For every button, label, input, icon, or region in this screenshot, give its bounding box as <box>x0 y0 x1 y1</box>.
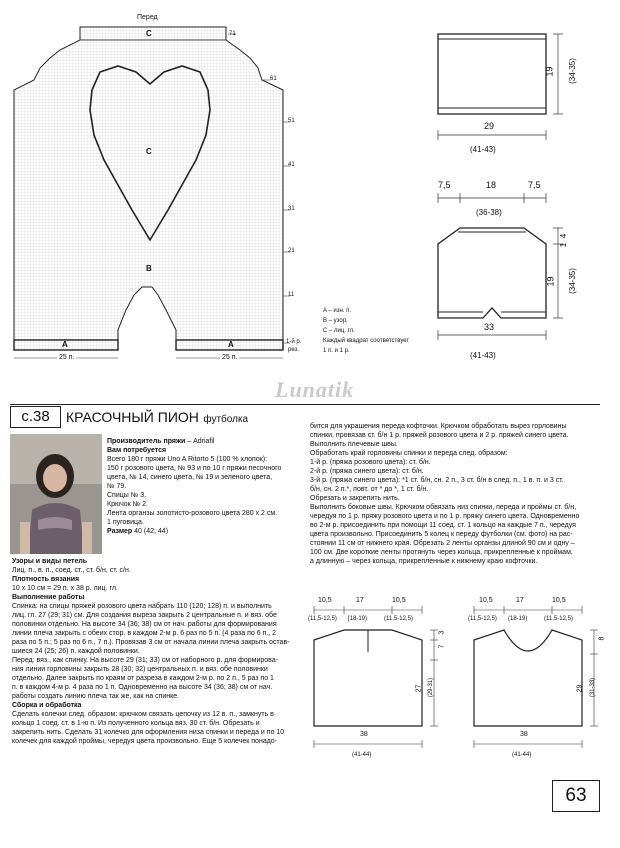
producer-value: – Adriafil <box>185 438 215 445</box>
work-line: работы создать линию плеча так же, как на спинке. <box>12 693 180 700</box>
work-line: отдельно. Далее закрыть по краям от разреза в каждом 2-м р. по 2 п., 5 раз по 1 <box>12 675 274 682</box>
chart-legend <box>323 308 409 355</box>
back-top-part: 10,5 <box>392 597 406 604</box>
need-line: 1 пуговица. <box>107 519 144 526</box>
text-line: Обработать край горловины спинки и переда след. образом: <box>310 450 508 457</box>
assembly-line: колечек для каждой проймы, чередуя цвета произвольно. Еще 5 колечек понадо- <box>12 738 278 745</box>
text-line: Выполнить боковые швы. Крючком обвязать низ спинки, переда и проймы ст. б/н, <box>310 504 577 511</box>
front-height: 29 <box>576 684 584 693</box>
row-number: 51 <box>288 118 295 124</box>
front-bottom-alt: (41-44) <box>512 752 532 758</box>
need-line: Крючок № 2. <box>107 501 148 508</box>
work-line: ния линии горловины закрыть 28 (30; 32) центральных п. и вяз. обе половинки <box>12 666 268 673</box>
bodice-top-part: 7,5 <box>528 180 541 190</box>
work-line: Спинка: на спицы пряжей розового цвета набрать 110 (120; 128) п. и выполнить <box>12 603 272 610</box>
bodice-side-small: 4 <box>559 233 569 239</box>
text-line: спинки, провязав ст. б/н 1 р. пряжей розового цвета и 2 р. пряжей синего цвета. <box>310 432 569 439</box>
need-line: 150 г розового цвета, № 93 и по 10 г пряжи песочного <box>107 465 282 472</box>
row-number: 21 <box>288 248 295 254</box>
need-line: Лента органзы золотисто-розового цвета 280 х 2 см. <box>107 510 278 517</box>
work-line: Перед: вяз., как спинку. На высоте 29 (31; 33) см от наборного р. для формирова- <box>12 657 279 664</box>
text-line: 2-й р. (пряжа синего цвета): ст. б/н. <box>310 468 424 475</box>
front-chart <box>0 0 300 370</box>
front-bottom: 38 <box>520 731 528 738</box>
bodice-bottom: 33 <box>484 322 495 332</box>
need-label: Вам потребуется <box>107 447 167 454</box>
work-title: Выполнение работы <box>12 594 85 601</box>
front-top-part: 10,5 <box>479 597 493 604</box>
front-schematic <box>460 600 610 770</box>
need-line: № 79. <box>107 483 127 490</box>
text-line: Выполнить плечевые швы. <box>310 441 398 448</box>
front-chart-title: Перед <box>137 14 158 21</box>
work-line: п. в каждом 4-м р. 4 раза по 1 п. Одновременно на высоте 34 (36; 38) см от нач. <box>12 684 273 691</box>
instructions-right <box>310 422 610 566</box>
back-height: 27 <box>415 684 423 693</box>
zone-label-left-cuff: A <box>62 340 68 349</box>
bodice-height: 19 <box>545 276 556 287</box>
front-top-alt: (11,5-12,5) <box>544 616 573 622</box>
bodice-top-part: 7,5 <box>438 180 451 190</box>
back-top-part: 10,5 <box>318 597 332 604</box>
front-top-part: 17 <box>516 597 524 604</box>
legend-line: C – лиц. гл. <box>323 328 355 334</box>
need-line: Всего 180 г пряжи Uno A Ritorto 5 (100 % хлопок): <box>107 456 268 463</box>
stitch-count-left: 25 п. <box>59 354 75 361</box>
text-line: Обрезать и закрепить нить. <box>310 495 400 502</box>
sleeve-schematic <box>425 22 615 162</box>
sleeve-height: 19 <box>544 66 555 77</box>
watermark: Lunatik <box>275 377 355 402</box>
density-title: Плотность вязания <box>12 576 80 583</box>
back-height-alt: (29-31) <box>428 677 435 698</box>
text-line: 100 см. Две короткие ленты протянуть через кольца, прикрепленные к проймам, <box>310 549 573 556</box>
size-label: Размер <box>107 528 133 535</box>
work-line: половинки отдельно. На высоте 34 (36; 38) см от нач. работы для формирования <box>12 621 277 628</box>
stitch-count-right: 25 п. <box>222 354 238 361</box>
front-top-part: 10,5 <box>552 597 566 604</box>
text-line: б/н, сн. 2 п.*, повт. от * до *, 1 ст. б/н. <box>310 486 429 493</box>
back-top-alt: [18-19) <box>348 616 368 622</box>
size-value: 40 (42; 44) <box>132 528 169 535</box>
text-line: цвета произвольно. Присоединить 5 колец к переду футболки (см. фото) на рас- <box>310 531 573 538</box>
patterns-text: Лиц. п., в. п., соед. ст., ст. б/н, ст. с/н. <box>12 567 131 574</box>
back-top-alt: (11,5-12,5) <box>384 616 413 622</box>
front-top-alt: (11,5-12,5) <box>468 616 497 622</box>
subtitle-text: футболка <box>203 414 249 425</box>
back-side: 3 <box>438 630 446 635</box>
instructions-left <box>12 557 302 746</box>
sleeve-width-alt: (41-43) <box>470 145 496 154</box>
assembly-line: закрепить нить. Сделать 31 колечко для оформления низа спинки и переда и по 10 <box>12 729 285 736</box>
text-line: бится для украшения переда кофточки. Крючком обработать вырез горловины <box>310 423 567 430</box>
front-height-alt: (31-33) <box>590 677 597 698</box>
model-photo <box>10 434 102 554</box>
text-line: во 2-м р. присоединить при помощи 11 соед. ст. 1 кольцо на каждые 7 п., чередуя <box>310 522 576 529</box>
text-line: 3-й р. (пряжа синего цвета): *1 ст. б/н, сн. 2 п., 3 ст. б/н в след. п., 1 в. п. и 3 ст. <box>310 477 564 484</box>
page-number: 63 <box>552 780 600 812</box>
section-code: с.38 <box>10 406 61 428</box>
assembly-title: Сборка и обработка <box>12 702 82 709</box>
bodice-side-small2: 1 <box>559 242 569 248</box>
sleeve-width: 29 <box>484 121 495 131</box>
bodice-top-alt: (36-38) <box>476 208 502 217</box>
back-side: 7 <box>438 644 446 649</box>
bodice-bottom-alt: (41-43) <box>470 351 496 360</box>
work-line: раза по 5 п.; 5 раз по 6 п., 7 п.). Провязав 3 см от начала линии плеча закрыть остав- <box>12 639 290 646</box>
assembly-line: кольцо 1 соед. ст. в 1-ю п. Из полученного кольца вяз. 30 ст. б/н. Обрезать и <box>12 720 260 727</box>
section-rule <box>10 404 600 405</box>
materials-block <box>107 437 297 536</box>
assembly-line: Сделать колечки след. образом: крючком связать цепочку из 12 в. п., замкнуть в <box>12 711 274 718</box>
zone-label-bottom: B <box>146 264 152 273</box>
row-number: 1-й р. <box>286 339 302 345</box>
text-line: а длинную – через кольца, прикрепленные к нижнему краю кофточки. <box>310 558 538 565</box>
row-number: 71 <box>229 31 236 37</box>
legend-line: B – узор, <box>323 318 348 324</box>
front-side: 8 <box>598 636 606 641</box>
text-line: чередуя по 1 р. пряжу розового цвета и по 1 р. пряжу синего цвета. Одновременно <box>310 513 580 520</box>
bodice-height-alt: (34-35) <box>567 268 577 294</box>
bodice-schematic <box>425 190 615 370</box>
legend-line: 1 п. и 1 р. <box>323 348 350 354</box>
text-line: стоянии 11 см от нижнего края. Обрезать 2 ленты органзы длиной 90 см и одну – <box>310 540 575 547</box>
legend-line: Каждый квадрат соответствует <box>323 338 410 344</box>
need-line: цвета, № 14, синего цвета, № 19 и зеленого цвета, <box>107 474 273 481</box>
back-bottom-alt: (41-44) <box>352 752 372 758</box>
sleeve-height-alt: (34-35) <box>567 58 577 84</box>
work-line: лиц. гл. 27 (29; 31) см. Для создания выреза закрыть 2 центральные п. и вяз. обе <box>12 612 277 619</box>
title-text: КРАСОЧНЫЙ ПИОН <box>66 409 199 425</box>
back-top-part: 17 <box>356 597 364 604</box>
back-bottom: 38 <box>360 731 368 738</box>
patterns-title: Узоры и виды петель <box>12 558 88 565</box>
row-suffix: рез. <box>288 347 299 353</box>
back-top-alt: (11,5-12,5) <box>308 616 337 622</box>
row-number: 61 <box>270 76 277 82</box>
need-line: Спицы № 3. <box>107 492 147 499</box>
producer-label: Производитель пряжи <box>107 438 186 445</box>
row-number: 41 <box>288 162 295 168</box>
density-text: 10 х 10 см = 29 п. х 38 р. лиц. гл. <box>12 585 118 592</box>
bodice-top-part: 18 <box>486 180 497 190</box>
size-line <box>107 527 297 536</box>
legend-line: A – изн. п. <box>323 308 352 314</box>
producer-line <box>107 437 297 446</box>
work-line: шиеся 24 (25; 26) п. каждой половинки. <box>12 648 140 655</box>
work-line: линии плеча закрыть с обеих стор. в каждом 2-м р. 6 раз по 5 п. (4 раза по 6 п., 2 <box>12 630 277 637</box>
zone-label-middle: C <box>146 147 152 156</box>
page-title <box>66 409 248 427</box>
text-line: 1-й р. (пряжа розового цвета): ст. б/н. <box>310 459 431 466</box>
front-top-alt: (18-19) <box>508 616 528 622</box>
row-number: 11 <box>288 292 295 298</box>
zone-label-top: C <box>146 29 152 38</box>
front-shape <box>14 27 283 350</box>
zone-label-right-cuff: A <box>228 340 234 349</box>
row-number: 31 <box>288 206 295 212</box>
